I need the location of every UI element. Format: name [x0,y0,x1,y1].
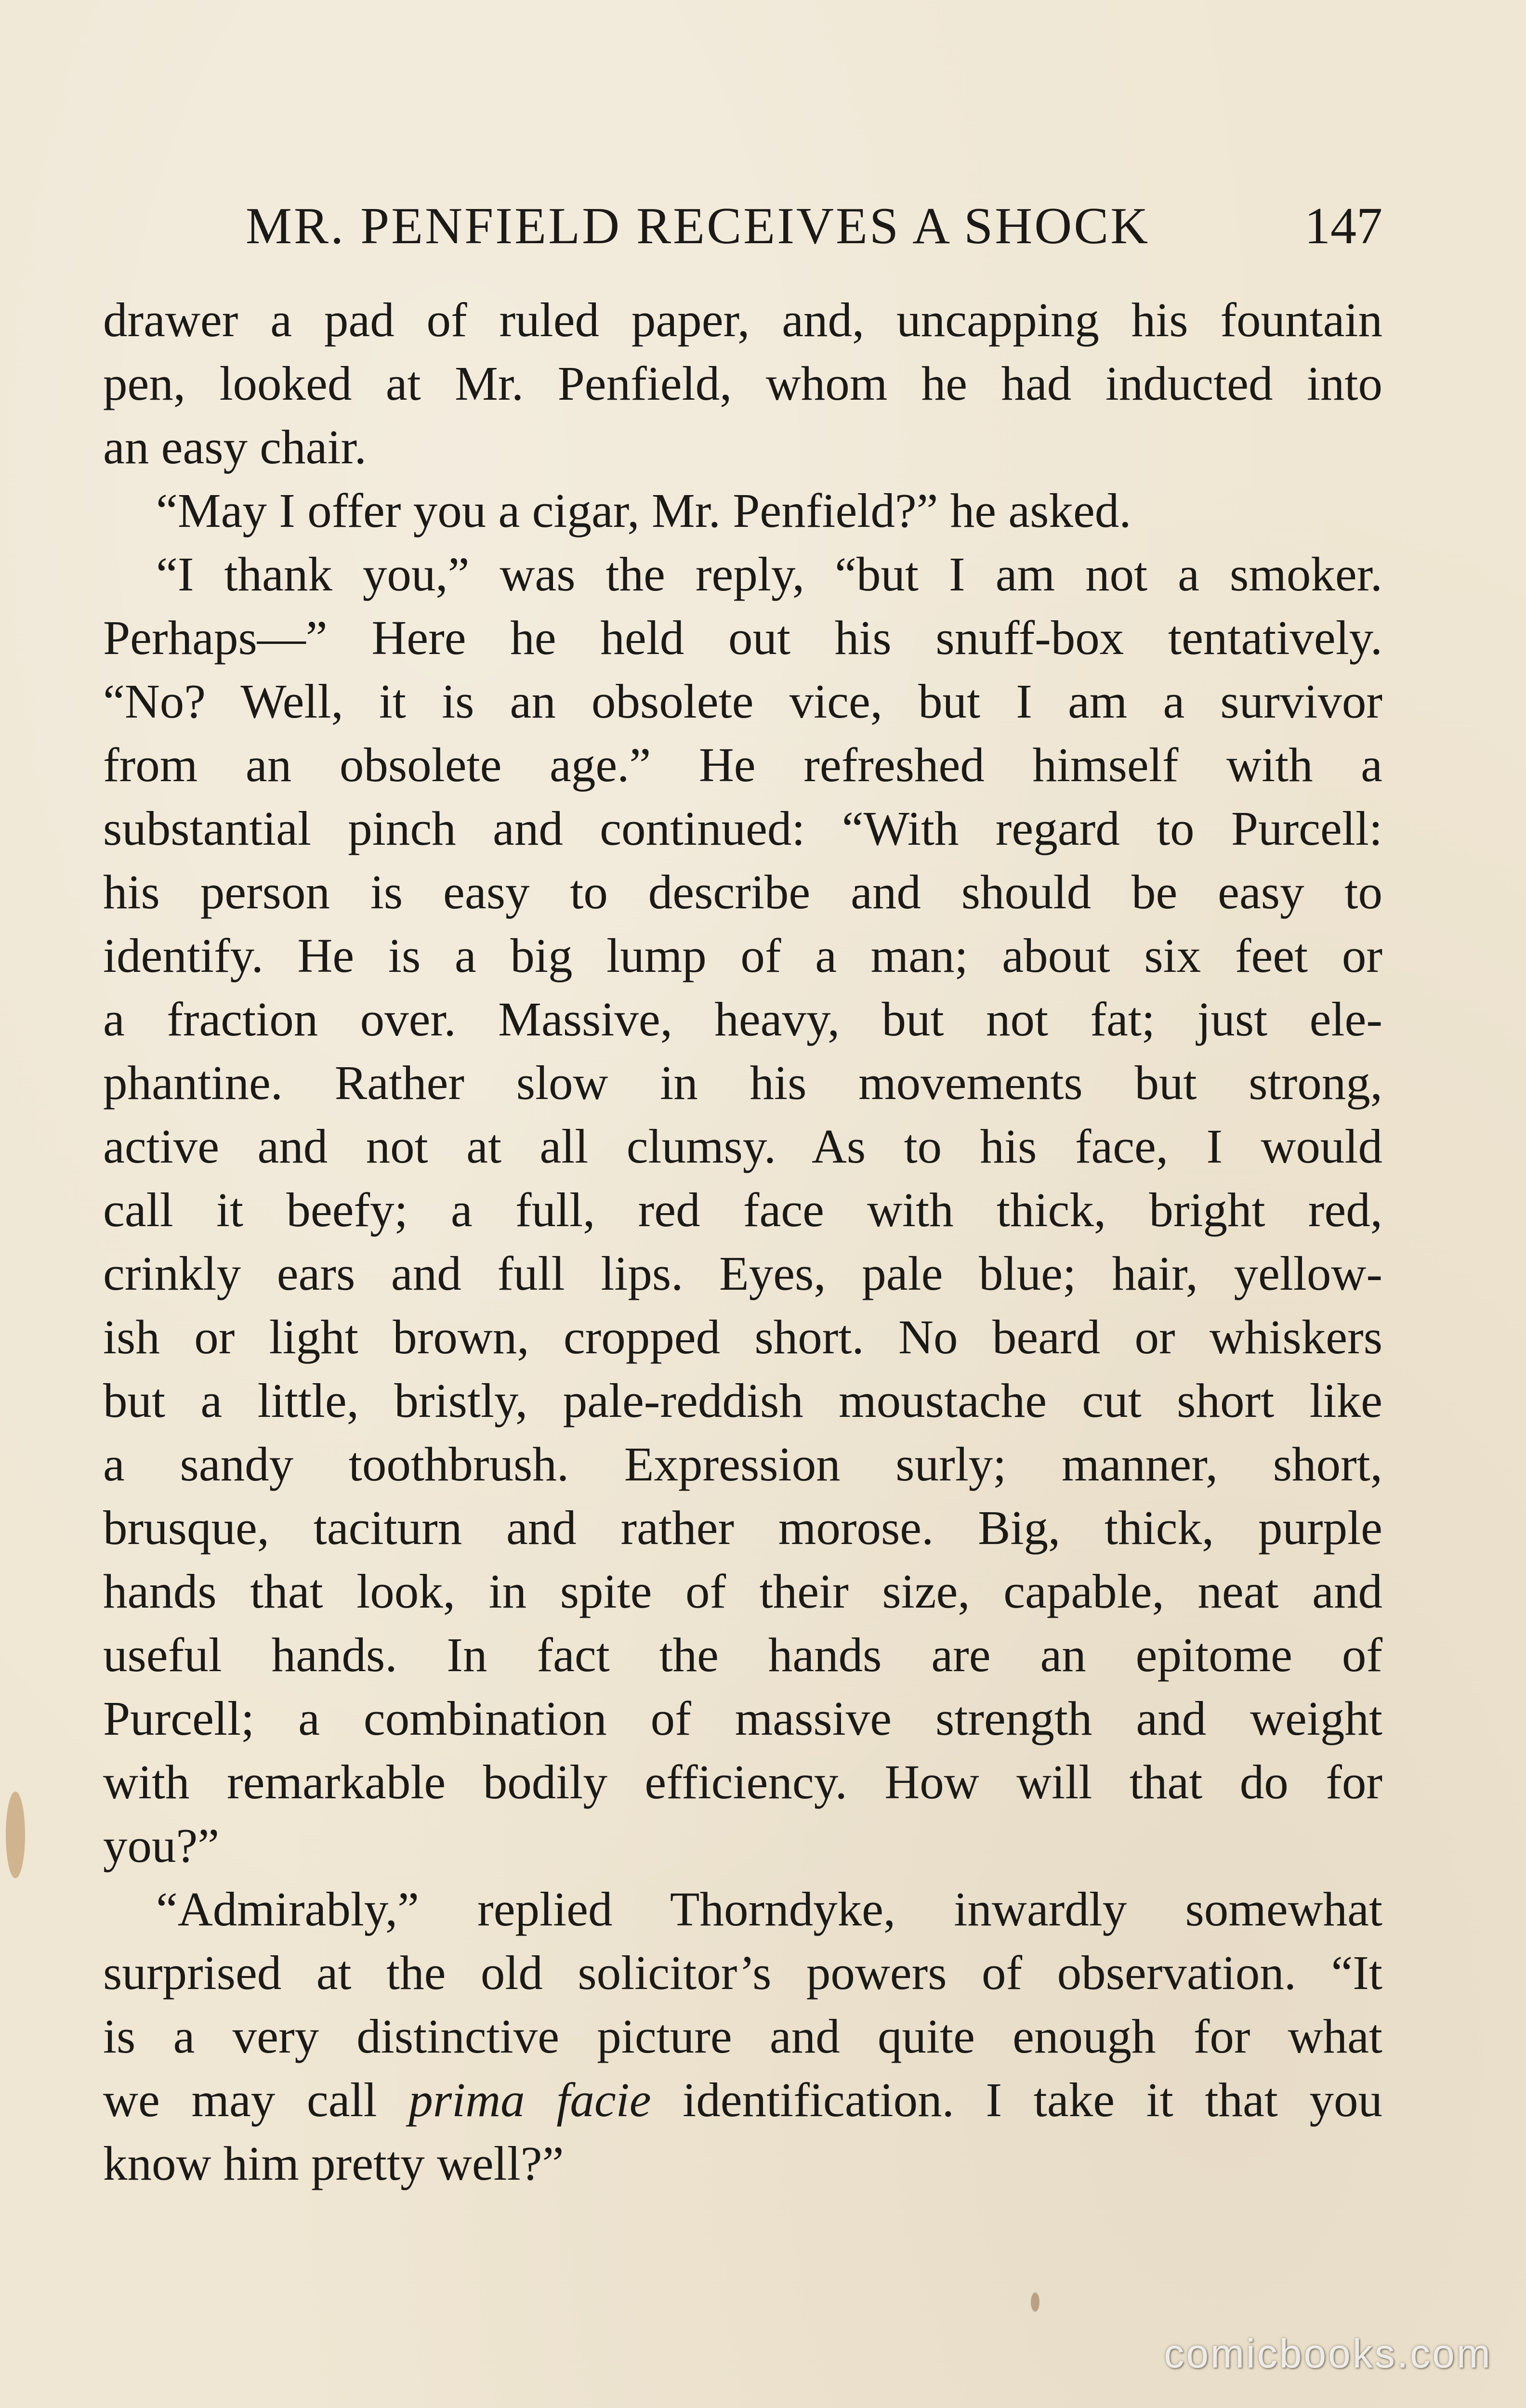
paper-stain [1031,2292,1039,2312]
text-line: Purcell; a combination of massive strength and weight [103,1691,1382,1745]
text-line: crinkly ears and full lips. Eyes, pale blue; hair, yellow- [103,1246,1382,1300]
text-line: pen, looked at Mr. Penfield, whom he had inducted into [103,356,1382,410]
text-line: surprised at the old solicitor’s powers of observation. “It [103,1946,1382,2000]
text-line: is a very distinctive picture and quite enough for what [103,2009,1382,2063]
line-text-after: identification. I take it that you [651,2073,1382,2127]
paper-stain [6,1792,25,1878]
running-title: MR. PENFIELD RECEIVES A SHOCK [246,197,1150,255]
text-line: know him pretty well?” [103,2136,564,2190]
text-line: a sandy toothbrush. Expression surly; manner, short, [103,1437,1382,1491]
text-line: brusque, taciturn and rather morose. Big, thick, purple [103,1501,1382,1555]
watermark: comicbooks.com [1164,2331,1492,2376]
line-text-before: we may call [103,2073,409,2127]
text-line: call it beefy; a full, red face with thick, bright red, [103,1183,1382,1237]
text-line: you?” [103,1819,220,1872]
running-head [246,190,1382,262]
body-text [103,288,1382,2195]
text-line: phantine. Rather slow in his movements but strong, [103,1056,1382,1110]
text-line: useful hands. In fact the hands are an epitome of [103,1628,1382,1682]
text-line: an easy chair. [103,420,367,474]
page-number: 147 [1304,197,1382,255]
text-line: Perhaps—” Here he held out his snuff-box tentatively. [103,611,1382,665]
text-line: “Admirably,” replied Thorndyke, inwardly somewhat [156,1882,1382,1936]
text-line: active and not at all clumsy. As to his face, I would [103,1119,1382,1173]
text-line: his person is easy to describe and should be easy to [103,865,1382,919]
text-line: “No? Well, it is an obsolete vice, but I am a survivor [103,674,1382,728]
text-line: a fraction over. Massive, heavy, but not fat; just ele- [103,992,1382,1046]
text-line: ish or light brown, cropped short. No beard or whiskers [103,1310,1382,1364]
text-line: “May I offer you a cigar, Mr. Penfield?” he asked. [156,484,1131,537]
text-line: with remarkable bodily efficiency. How will that do for [103,1755,1382,1809]
italic-phrase: prima facie [408,2073,651,2127]
text-line: drawer a pad of ruled paper, and, uncapping his fountain [103,293,1382,347]
text-line: but a little, bristly, pale-reddish moustache cut short like [103,1374,1382,1427]
text-line: identify. He is a big lump of a man; about six feet or [103,929,1382,982]
text-line: from an obsolete age.” He refreshed himself with a [103,738,1382,792]
text-line: hands that look, in spite of their size, capable, neat and [103,1564,1382,1618]
text-line-with-italic [103,2068,1382,2132]
text-line: substantial pinch and continued: “With regard to Purcell: [103,801,1382,855]
text-line: “I thank you,” was the reply, “but I am not a smoker. [156,547,1382,601]
